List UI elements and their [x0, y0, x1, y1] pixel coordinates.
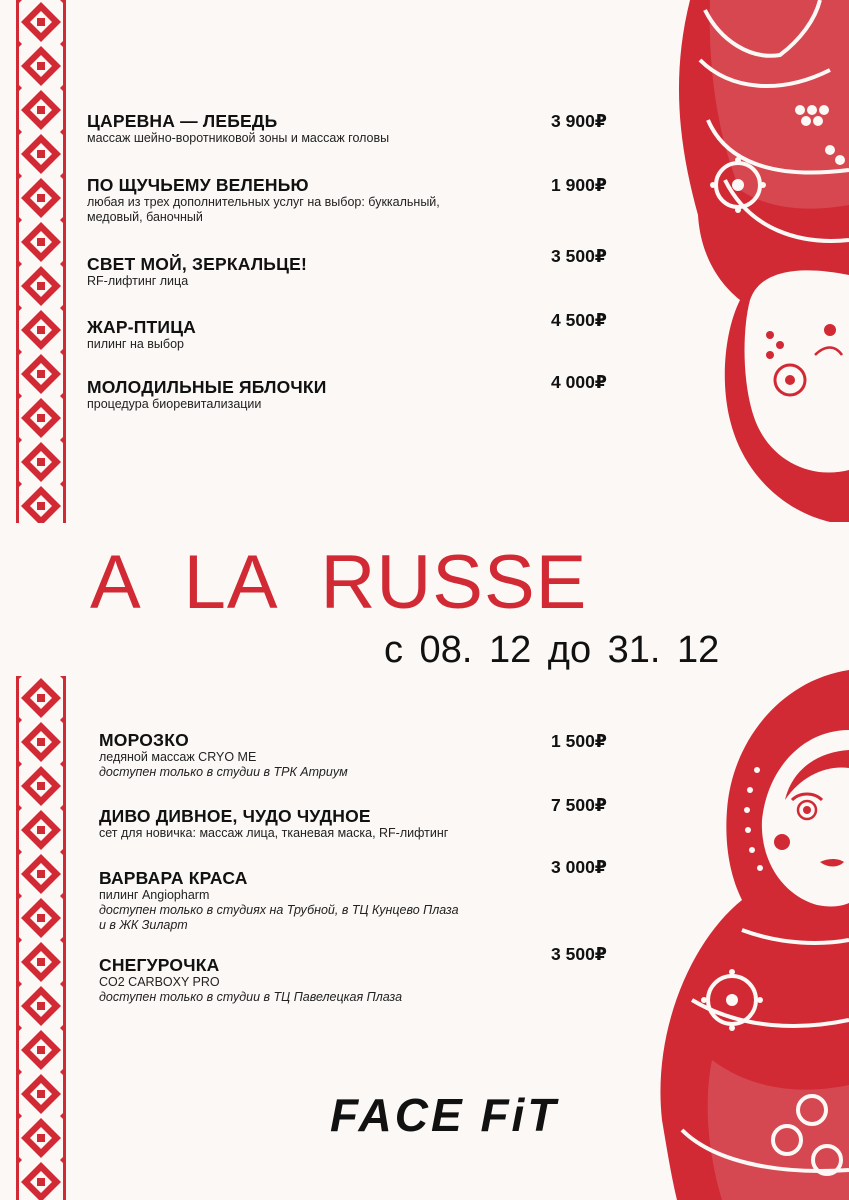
service-item: [99, 730, 539, 780]
service-description: пилинг Angiopharm: [99, 888, 210, 902]
promo-title: A LA RUSSE: [90, 540, 588, 625]
matryoshka-top-illustration: [630, 0, 849, 522]
service-description: CO2 CARBOXY PRO: [99, 975, 220, 989]
service-description: пилинг на выбор: [87, 337, 184, 351]
matryoshka-bottom-illustration: [652, 670, 849, 1200]
folk-ornament-bottom: [16, 676, 66, 1200]
service-price: 7 500₽: [551, 795, 607, 815]
service-name: МОРОЗКО: [99, 730, 189, 750]
service-price: 3 500₽: [551, 944, 607, 964]
service-item: [87, 175, 527, 225]
service-description: массаж шейно-воротниковой зоны и массаж головы: [87, 131, 390, 145]
service-description-continued: медовый, баночный: [87, 210, 203, 224]
service-name: МОЛОДИЛЬНЫЕ ЯБЛОЧКИ: [87, 377, 327, 397]
service-name: СНЕГУРОЧКА: [99, 955, 220, 975]
service-price: 1 900₽: [551, 175, 607, 195]
service-price: 3 900₽: [551, 111, 607, 131]
promo-dates: с 08. 12 до 31. 12: [384, 629, 720, 671]
service-description: процедура биоревитализации: [87, 397, 262, 411]
service-name: ВАРВАРА КРАСА: [99, 868, 248, 888]
service-description: сет для новичка: массаж лица, тканевая маска, RF-лифтинг: [99, 826, 449, 840]
service-description: RF-лифтинг лица: [87, 274, 189, 288]
service-price: 3 500₽: [551, 246, 607, 266]
service-price: 4 000₽: [551, 372, 607, 392]
service-name: ДИВО ДИВНОЕ, ЧУДО ЧУДНОЕ: [99, 806, 371, 826]
service-name: ЦАРЕВНА — ЛЕБЕДЬ: [87, 111, 278, 131]
face-fit-logo: FACE FiT: [330, 1089, 559, 1141]
service-item: [99, 955, 539, 1005]
service-name: СВЕТ МОЙ, ЗЕРКАЛЬЦЕ!: [87, 254, 307, 274]
service-price: 3 000₽: [551, 857, 607, 877]
service-item: [87, 317, 527, 352]
service-item: [87, 111, 527, 146]
service-availability-note: доступен только в студии в ТРК Атриум: [99, 765, 348, 779]
service-item: [99, 806, 539, 841]
folk-ornament-top: [16, 0, 66, 523]
service-item: [87, 377, 527, 412]
service-item: [99, 868, 539, 933]
service-availability-note: доступен только в студиях на Трубной, в ТЦ Кунцево Плаза: [99, 903, 459, 917]
service-availability-note-continued: и в ЖК Зиларт: [99, 918, 188, 932]
service-name: ПО ЩУЧЬЕМУ ВЕЛЕНЬЮ: [87, 175, 309, 195]
service-description: ледяной массаж CRYO ME: [99, 750, 257, 764]
service-name: ЖАР-ПТИЦА: [87, 317, 197, 337]
service-price: 4 500₽: [551, 310, 607, 330]
service-item: [87, 254, 527, 289]
service-description: любая из трех дополнительных услуг на выбор: буккальный,: [87, 195, 440, 209]
service-availability-note: доступен только в студии в ТЦ Павелецкая Плаза: [99, 990, 403, 1004]
service-price: 1 500₽: [551, 731, 607, 751]
